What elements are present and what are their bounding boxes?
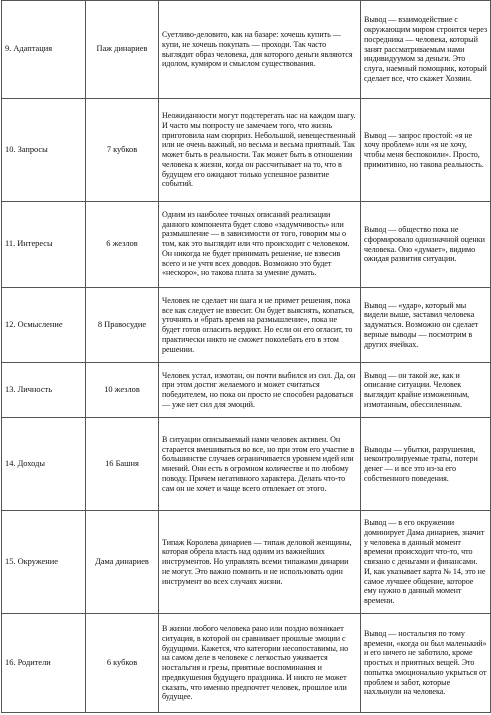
card-description: Одним из наиболее точных описаний реализации данного компонента будет слово «задумчивость» или размышление — в зависимости от того, говорим мы о том, как это выглядит или что происходит с человеком. Он никогда не будет принимать решение, не взвесив всего и не учтя всех доводов. Возможно это будет «нескоро», но такова плата за умение думать. — [159, 202, 361, 288]
card-interpretation-table — [1, 0, 491, 713]
position-name: 16. Родители — [2, 614, 86, 713]
card-name: 7 кубков — [86, 99, 159, 202]
card-description: В жизни любого человека рано или поздно возникает ситуация, в которой он сравнивает прошлые эмоции с будущими. Кажется, что категории несопоставимы, но на самом деле в человеке с легкостью уживается ностальгия и грезы, приятные воспоминания и предвкушения будущего праздника. И никто не может сказать, что именно предпочтет человек, прошлое или будущее. — [159, 614, 361, 713]
card-name: 6 кубков — [86, 614, 159, 713]
conclusion-text: Вывод — он такой же, как и описание ситуации. Человек выглядит крайне изможенным, измотанным, обессиленным. — [361, 363, 491, 418]
card-name: 8 Правосудие — [86, 288, 159, 363]
table-row — [2, 363, 491, 418]
card-description: В ситуации описываемый нами человек активен. Он старается вмешиваться во все, но при этом его участие в большинстве случаев ограничивается уровнем идей или мнений. Они есть в огромном количестве и по любому поводу. Причем негативного характера. Делать что-то сам он не хочет и чаще всего отвлекает от этого. — [159, 418, 361, 511]
table-row — [2, 202, 491, 288]
card-description: Человек не сделает ни шага и не примет решения, пока все как следует не взвесит. Он будет выяснять, копаться, уточнять и «брать время на размышление», пока не будет готов огласить вердикт. Но если он его огласит, то практически никто не сможет поколебать его в этом решении. — [159, 288, 361, 363]
position-name: 13. Личность — [2, 363, 86, 418]
table-row — [2, 418, 491, 511]
position-name: 10. Запросы — [2, 99, 86, 202]
table-row — [2, 99, 491, 202]
conclusion-text: Вывод — взаимодействие с окружающим миром строится через посредника — человека, который занят рассматриваемым нами индивидуумом за деньги. Это слуга, наемный помощник, который сделает все, что скажет Хозяин. — [361, 1, 491, 99]
card-name: 10 жезлов — [86, 363, 159, 418]
position-name: 15. Окружение — [2, 511, 86, 614]
card-description: Человек устал, измотан, он почти выбился из сил. Да, он при этом достиг желаемого и может считаться победителем, но пока он просто не способен радоваться — уже нет сил для эмоций. — [159, 363, 361, 418]
position-name: 9. Адаптация — [2, 1, 86, 99]
conclusion-text: Выводы — убытки, разрушения, неконтролируемые траты, потери денег — и все это из-за его собственного поведения. — [361, 418, 491, 511]
card-name: Паж динариев — [86, 1, 159, 99]
conclusion-text: Вывод — ностальгия по тому времени, «когда он был маленький» и его ничего не заботило, кроме простых и приятных вещей. Это попытка эмоционально укрыться от проблем и забот, которые нахлынули на человека. — [361, 614, 491, 713]
table-row — [2, 1, 491, 99]
table-row — [2, 288, 491, 363]
position-name: 12. Осмысление — [2, 288, 86, 363]
conclusion-text: Вывод — общество пока не сформировало однозначной оценки человека. Оно «думает», видимо ожидая развития ситуации. — [361, 202, 491, 288]
card-name: Дама динариев — [86, 511, 159, 614]
card-description: Неожиданности могут подстерегать нас на каждом шагу. И часто мы попросту не замечаем того, что жизнь приготовила нам сюрприз. Небольшой, невещественный или не очень важный, но весьма и весьма приятный. Так может быть в реальности. Так может быть в отношении человека к жизни, когда он рассчитывает на то, что в будущем его ожидают только успешное развитие событий. — [159, 99, 361, 202]
position-name: 11. Интересы — [2, 202, 86, 288]
card-description: Типаж Королева динариев — типаж деловой женщины, которая обрела власть над одним из важнейших инструментов. Но управлять всеми типажами динарии не могут. Это важно помнить и не использовать один инструмент во всех случаях жизни. — [159, 511, 361, 614]
table-row — [2, 614, 491, 713]
conclusion-text: Вывод — запрос простой: «я не хочу проблем» или «я не хочу, чтобы меня беспокоили». Просто, примитивно, но такова реальность. — [361, 99, 491, 202]
card-name: 6 жезлов — [86, 202, 159, 288]
card-description: Суетливо-деловито, как на базаре: хочешь купить — купи, не хочешь покупать — проходи. Так часто выглядит образ человека, для которого деньги являются идолом, кумиром и смыслом существования. — [159, 1, 361, 99]
card-name: 16 Башня — [86, 418, 159, 511]
conclusion-text: Вывод — «удар», который мы видели выше, заставил человека задуматься. Возможно он сделает верные выводы — посмотрим в других ячейках. — [361, 288, 491, 363]
table-row — [2, 511, 491, 614]
conclusion-text: Вывод — в его окружении доминирует Дама динариев, значит у человека в данный момент времени происходит что-то, что связано с деньгами и финансами. И, как указывает карта № 14, это не самое лучшее общение, которое ему нужно в данный момент времени. — [361, 511, 491, 614]
position-name: 14. Доходы — [2, 418, 86, 511]
